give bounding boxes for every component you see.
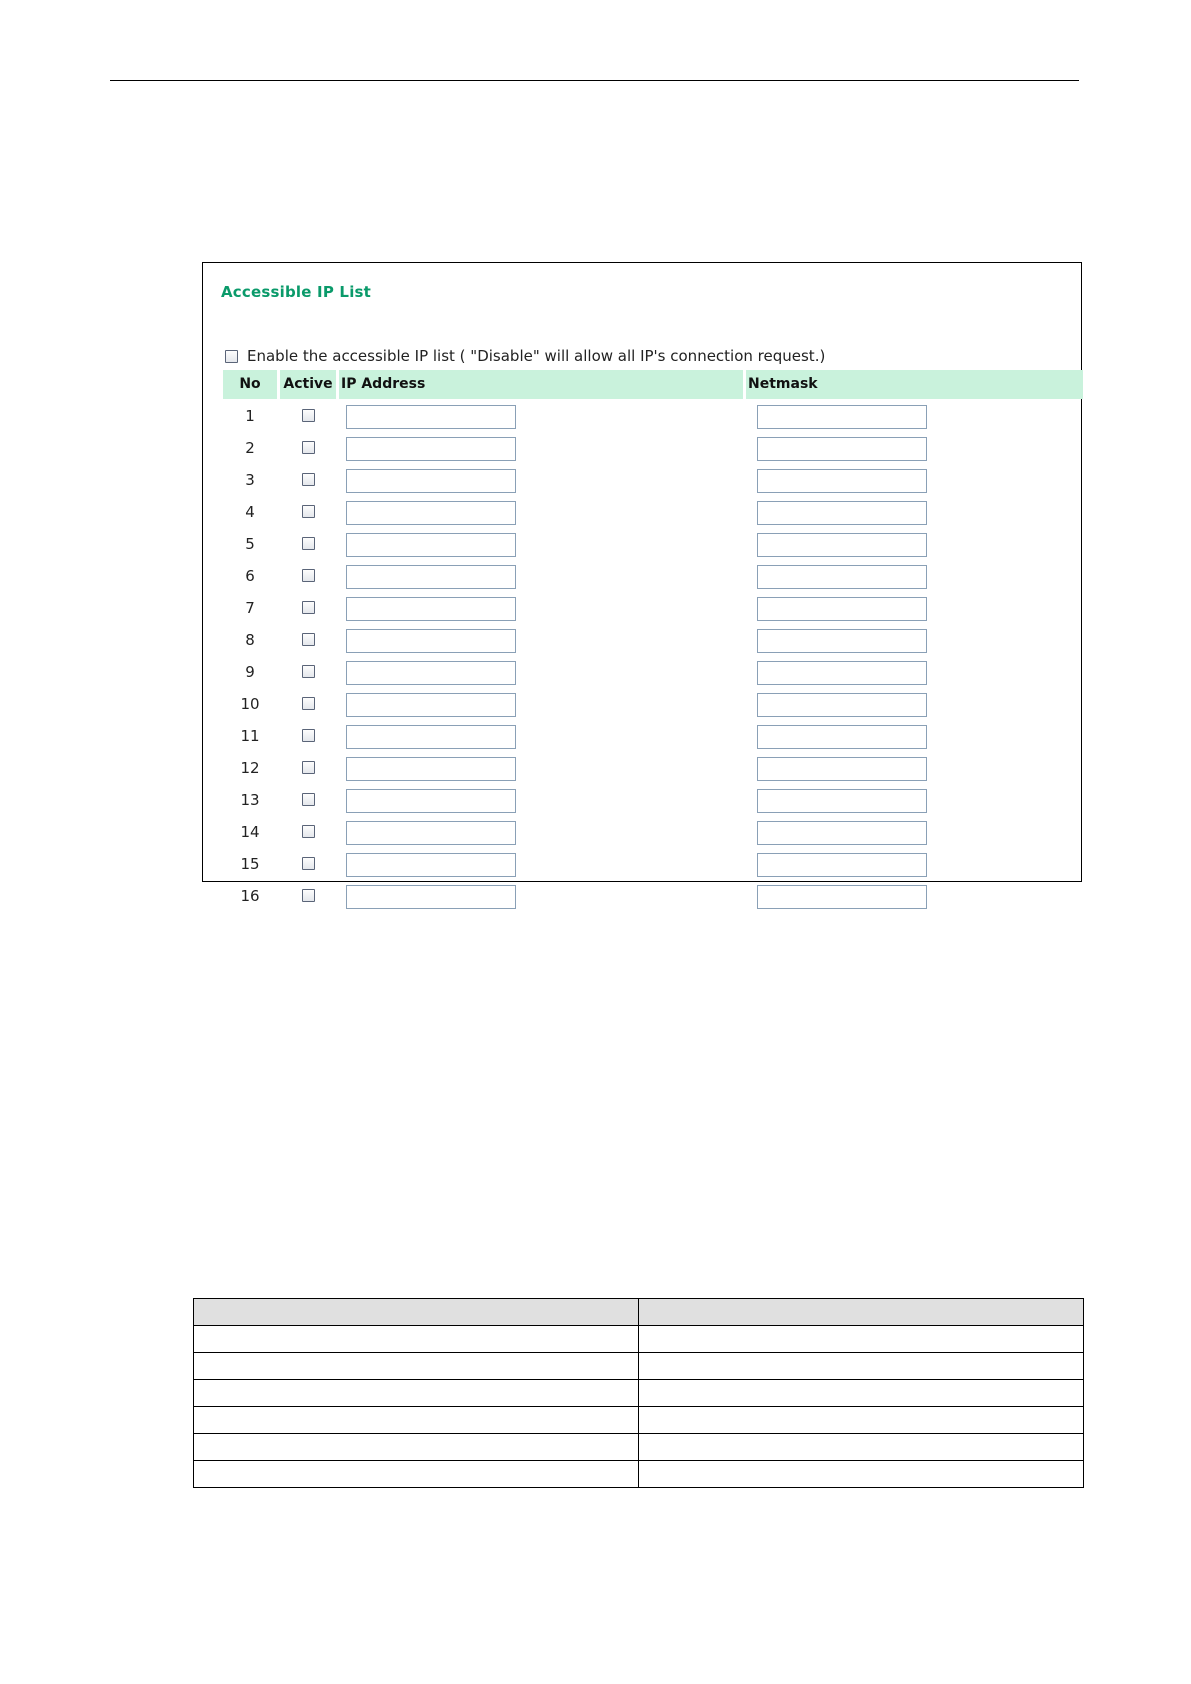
row-number: 4: [245, 503, 255, 521]
spec-table-row: [194, 1407, 1084, 1434]
enable-ip-list-checkbox[interactable]: [225, 350, 238, 363]
ip-address-input[interactable]: [346, 565, 516, 589]
row-active-checkbox[interactable]: [302, 441, 315, 454]
spec-cell: [194, 1326, 639, 1353]
row-active-checkbox[interactable]: [302, 601, 315, 614]
accessible-ip-list-panel: [202, 262, 1082, 905]
ip-address-input[interactable]: [346, 469, 516, 493]
row-active-checkbox[interactable]: [302, 409, 315, 422]
table-row: [223, 880, 1083, 912]
spec-cell: [639, 1380, 1084, 1407]
ip-address-input[interactable]: [346, 533, 516, 557]
netmask-input[interactable]: [757, 693, 927, 717]
header-active: Active: [280, 370, 336, 399]
netmask-input[interactable]: [757, 725, 927, 749]
row-number: 14: [240, 823, 260, 841]
spec-cell: [639, 1353, 1084, 1380]
row-active-checkbox[interactable]: [302, 569, 315, 582]
ip-table-header: [223, 370, 1083, 399]
row-number: 10: [240, 695, 260, 713]
enable-ip-list-label: Enable the accessible IP list ( "Disable" will allow all IP's connection request.): [247, 347, 826, 365]
table-row: [223, 848, 1083, 880]
spec-cell: [639, 1434, 1084, 1461]
netmask-input[interactable]: [757, 789, 927, 813]
row-active-checkbox[interactable]: [302, 793, 315, 806]
row-active-checkbox[interactable]: [302, 729, 315, 742]
table-row: [223, 688, 1083, 720]
row-active-checkbox[interactable]: [302, 761, 315, 774]
netmask-input[interactable]: [757, 405, 927, 429]
ip-address-input[interactable]: [346, 693, 516, 717]
spec-table-row: [194, 1326, 1084, 1353]
spec-table-row: [194, 1353, 1084, 1380]
panel-title: Accessible IP List: [221, 283, 372, 301]
spec-table-row: [194, 1380, 1084, 1407]
table-row: [223, 624, 1083, 656]
row-number: 13: [240, 791, 260, 809]
netmask-input[interactable]: [757, 533, 927, 557]
table-row: [223, 560, 1083, 592]
spec-cell: [639, 1461, 1084, 1488]
spec-header-cell: [194, 1299, 639, 1326]
ip-address-input[interactable]: [346, 757, 516, 781]
netmask-input[interactable]: [757, 501, 927, 525]
table-row: [223, 720, 1083, 752]
ip-address-input[interactable]: [346, 853, 516, 877]
row-number: 11: [240, 727, 260, 745]
row-number: 16: [240, 887, 260, 905]
row-active-checkbox[interactable]: [302, 889, 315, 902]
row-number: 5: [245, 535, 255, 553]
spec-cell: [639, 1407, 1084, 1434]
spec-table-row: [194, 1434, 1084, 1461]
spec-cell: [194, 1380, 639, 1407]
table-row: [223, 656, 1083, 688]
netmask-input[interactable]: [757, 629, 927, 653]
ip-address-input[interactable]: [346, 629, 516, 653]
table-row: [223, 784, 1083, 816]
table-row: [223, 496, 1083, 528]
row-number: 15: [240, 855, 260, 873]
spec-cell: [194, 1461, 639, 1488]
spec-header-cell: [639, 1299, 1084, 1326]
row-number: 9: [245, 663, 255, 681]
row-number: 6: [245, 567, 255, 585]
row-number: 8: [245, 631, 255, 649]
netmask-input[interactable]: [757, 597, 927, 621]
ip-address-input[interactable]: [346, 821, 516, 845]
row-number: 7: [245, 599, 255, 617]
table-row: [223, 432, 1083, 464]
table-row: [223, 752, 1083, 784]
ip-address-input[interactable]: [346, 501, 516, 525]
table-row: [223, 592, 1083, 624]
ip-address-input[interactable]: [346, 597, 516, 621]
netmask-input[interactable]: [757, 565, 927, 589]
header-netmask: Netmask: [746, 370, 1083, 399]
spec-cell: [639, 1326, 1084, 1353]
ip-address-input[interactable]: [346, 789, 516, 813]
spec-cell: [194, 1353, 639, 1380]
header-no: No: [223, 370, 277, 399]
spec-cell: [194, 1434, 639, 1461]
table-row: [223, 528, 1083, 560]
spec-table-header: [194, 1299, 1084, 1326]
table-row: [223, 400, 1083, 432]
row-active-checkbox[interactable]: [302, 825, 315, 838]
ip-address-input[interactable]: [346, 725, 516, 749]
enable-ip-list-option[interactable]: [225, 347, 825, 365]
table-row: [223, 464, 1083, 496]
row-number: 12: [240, 759, 260, 777]
row-active-checkbox[interactable]: [302, 473, 315, 486]
netmask-input[interactable]: [757, 437, 927, 461]
netmask-input[interactable]: [757, 885, 927, 909]
row-active-checkbox[interactable]: [302, 665, 315, 678]
netmask-input[interactable]: [757, 661, 927, 685]
spec-cell: [194, 1407, 639, 1434]
netmask-input[interactable]: [757, 469, 927, 493]
table-row: [223, 816, 1083, 848]
row-number: 1: [245, 407, 255, 425]
row-active-checkbox[interactable]: [302, 505, 315, 518]
row-active-checkbox[interactable]: [302, 697, 315, 710]
ip-address-input[interactable]: [346, 437, 516, 461]
header-ip-address: IP Address: [339, 370, 743, 399]
ip-address-input[interactable]: [346, 405, 516, 429]
spec-table: [193, 1298, 1084, 1488]
ip-address-input[interactable]: [346, 661, 516, 685]
spec-table-row: [194, 1461, 1084, 1488]
ip-table-rows: [223, 400, 1083, 912]
netmask-input[interactable]: [757, 853, 927, 877]
page-header-rule: [110, 80, 1079, 81]
netmask-input[interactable]: [757, 757, 927, 781]
netmask-input[interactable]: [757, 821, 927, 845]
row-number: 2: [245, 439, 255, 457]
ip-address-input[interactable]: [346, 885, 516, 909]
row-number: 3: [245, 471, 255, 489]
row-active-checkbox[interactable]: [302, 857, 315, 870]
row-active-checkbox[interactable]: [302, 633, 315, 646]
row-active-checkbox[interactable]: [302, 537, 315, 550]
